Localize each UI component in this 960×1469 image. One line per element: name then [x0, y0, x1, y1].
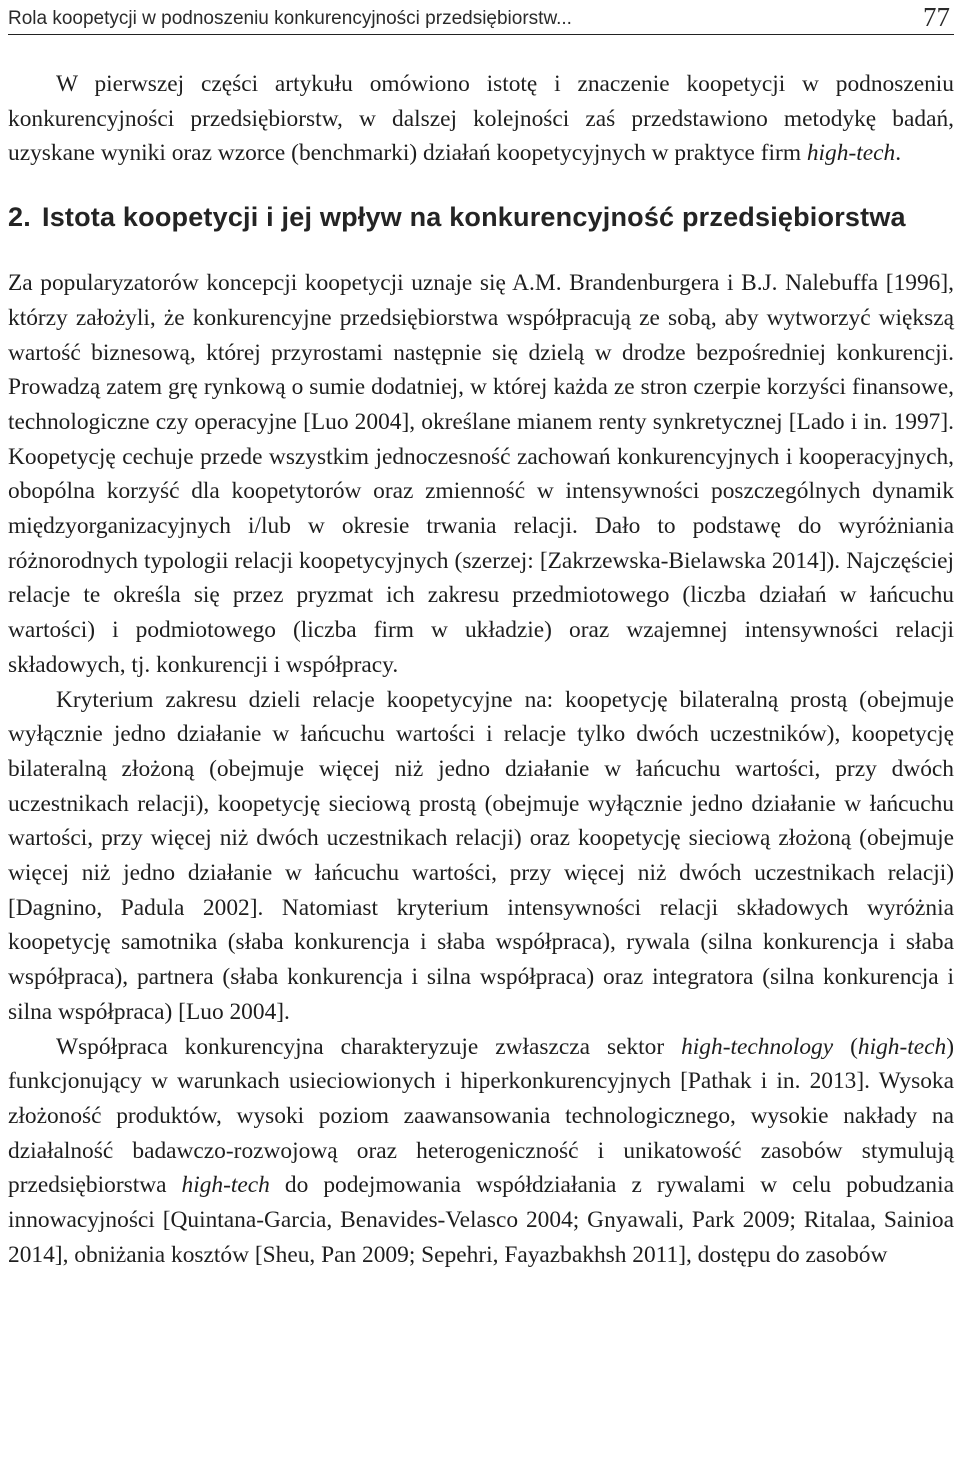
paragraph-1: Za popularyzatorów koncepcji koopetycji uznaje się A.M. Brandenburgera i B.J. Nalebuffa [1996], którzy założyli, że konkurencyjne przedsiębiorstwa współpracują ze sobą, aby wytworzyć większą wartość biznesową, której przyrostami następnie się dzielą w drodze bezpośredniej konkurencji. Prowadzą zatem grę rynkową o sumie dodatniej, w której każda ze stron czerpie korzyści finansowe, technologiczne czy operacyjne [Luo 2004], określane mianem renty synkretycznej [Lado i in. 1997]. Koopetycję cechuje przede wszystkim jednoczesność zachowań konkurencyjnych i kooperacyjnych, obopólna korzyść dla koopetytorów oraz zmienność w intensywności poszczególnych dynamik międzyorganizacyjnych i/lub w okresie trwania relacji. Dało to podstawę do wyróżniania różnorodnych typologii relacji koopetycyjnych (szerzej: [Zakrzewska-Bielawska 2014]). Najczęściej relacje te określa się przez pryzmat ich zakresu przedmiotowego (liczba działań w łańcuchu wartości) i podmiotowego (liczba firm w układzie) oraz wzajemnej intensywności relacji składowych, tj. konkurencji i współpracy. — [8, 270, 954, 678]
p3-text-c: ) funkcjonujący w warunkach usieciowionych i hiperkonkurencyjnych [Pathak i in. 2013]. Wysoka złożoność produktów, wysoki poziom zaawansowania technologicznego, wysokie nakłady na działalność badawczo-rozwojową oraz heterogeniczność i unikatowość zasobów stymulują przedsiębiorstwa — [8, 1033, 955, 1199]
intro-end: . — [895, 140, 902, 167]
p3-text-b: ( — [833, 1033, 858, 1060]
intro-italic-term: high-tech — [806, 140, 896, 167]
p3-italic-1: high-technology — [681, 1033, 834, 1060]
body-text — [8, 67, 954, 1273]
running-title: Rola koopetycji w podnoszeniu konkurencyjności przedsiębiorstw... — [8, 8, 572, 29]
paragraph-3 — [8, 1030, 954, 1273]
p3-text-a: Współpraca konkurencyjna charakteryzuje zwłaszcza sektor — [56, 1033, 682, 1060]
section-title: Istota koopetycji i jej wpływ na konkurencyjność przedsiębiorstwa — [42, 202, 906, 233]
intro-paragraph — [8, 67, 954, 171]
intro-text: W pierwszej części artykułu omówiono istotę i znaczenie koopetycji w podnoszeniu konkurencyjności przedsiębiorstw, w dalszej kolejności zaś przedstawiono metodykę badań, uzyskane wyniki oraz wzorce (benchmarki) działań koopetycyjnych w praktyce firm — [8, 71, 954, 167]
p3-italic-2: high-tech — [857, 1033, 947, 1060]
page-number: 77 — [923, 2, 950, 32]
running-header — [8, 0, 954, 35]
p3-italic-3: high-tech — [181, 1172, 270, 1199]
p3-text-d: do podejmowania współdziałania z rywalami w celu pobudzania innowacyjności [Quintana-Garcia, Benavides-Velasco 2004; Gnyawali, Park 2009; Ritalaa, Sainioa 2014], obniżania kosztów [Sheu, Pan 2009; Sepehri, Fayazbakhsh 2011], dostępu do zasobów — [8, 1172, 954, 1268]
section-heading — [8, 197, 954, 238]
paragraph-2: Kryterium zakresu dzieli relacje koopetycyjne na: koopetycję bilateralną prostą (obejmuje wyłącznie jedno działanie w łańcuchu wartości i relacje tylko dwóch uczestników), koopetycję bilateralną złożoną (obejmuje więcej niż jedno działanie w łańcuchu wartości, przy dwóch uczestnikach relacji), koopetycję sieciową prostą (obejmuje wyłącznie jedno działanie w łańcuchu wartości, przy więcej niż dwóch uczestnikach relacji) oraz koopetycję sieciową złożoną (obejmuje więcej niż jedno działanie w łańcuchu wartości, przy więcej niż dwóch uczestnikach relacji) [Dagnino, Padula 2002]. Natomiast kryterium intensywności relacji składowych wyróżnia koopetycję samotnika (słaba konkurencja i słaba współpraca), rywala (silna konkurencja i słaba współpraca), partnera (słaba konkurencja i silna współpraca) oraz integratora (silna konkurencja i silna współpraca) [Luo 2004]. — [8, 686, 954, 1025]
section-number: 2. — [8, 202, 31, 233]
